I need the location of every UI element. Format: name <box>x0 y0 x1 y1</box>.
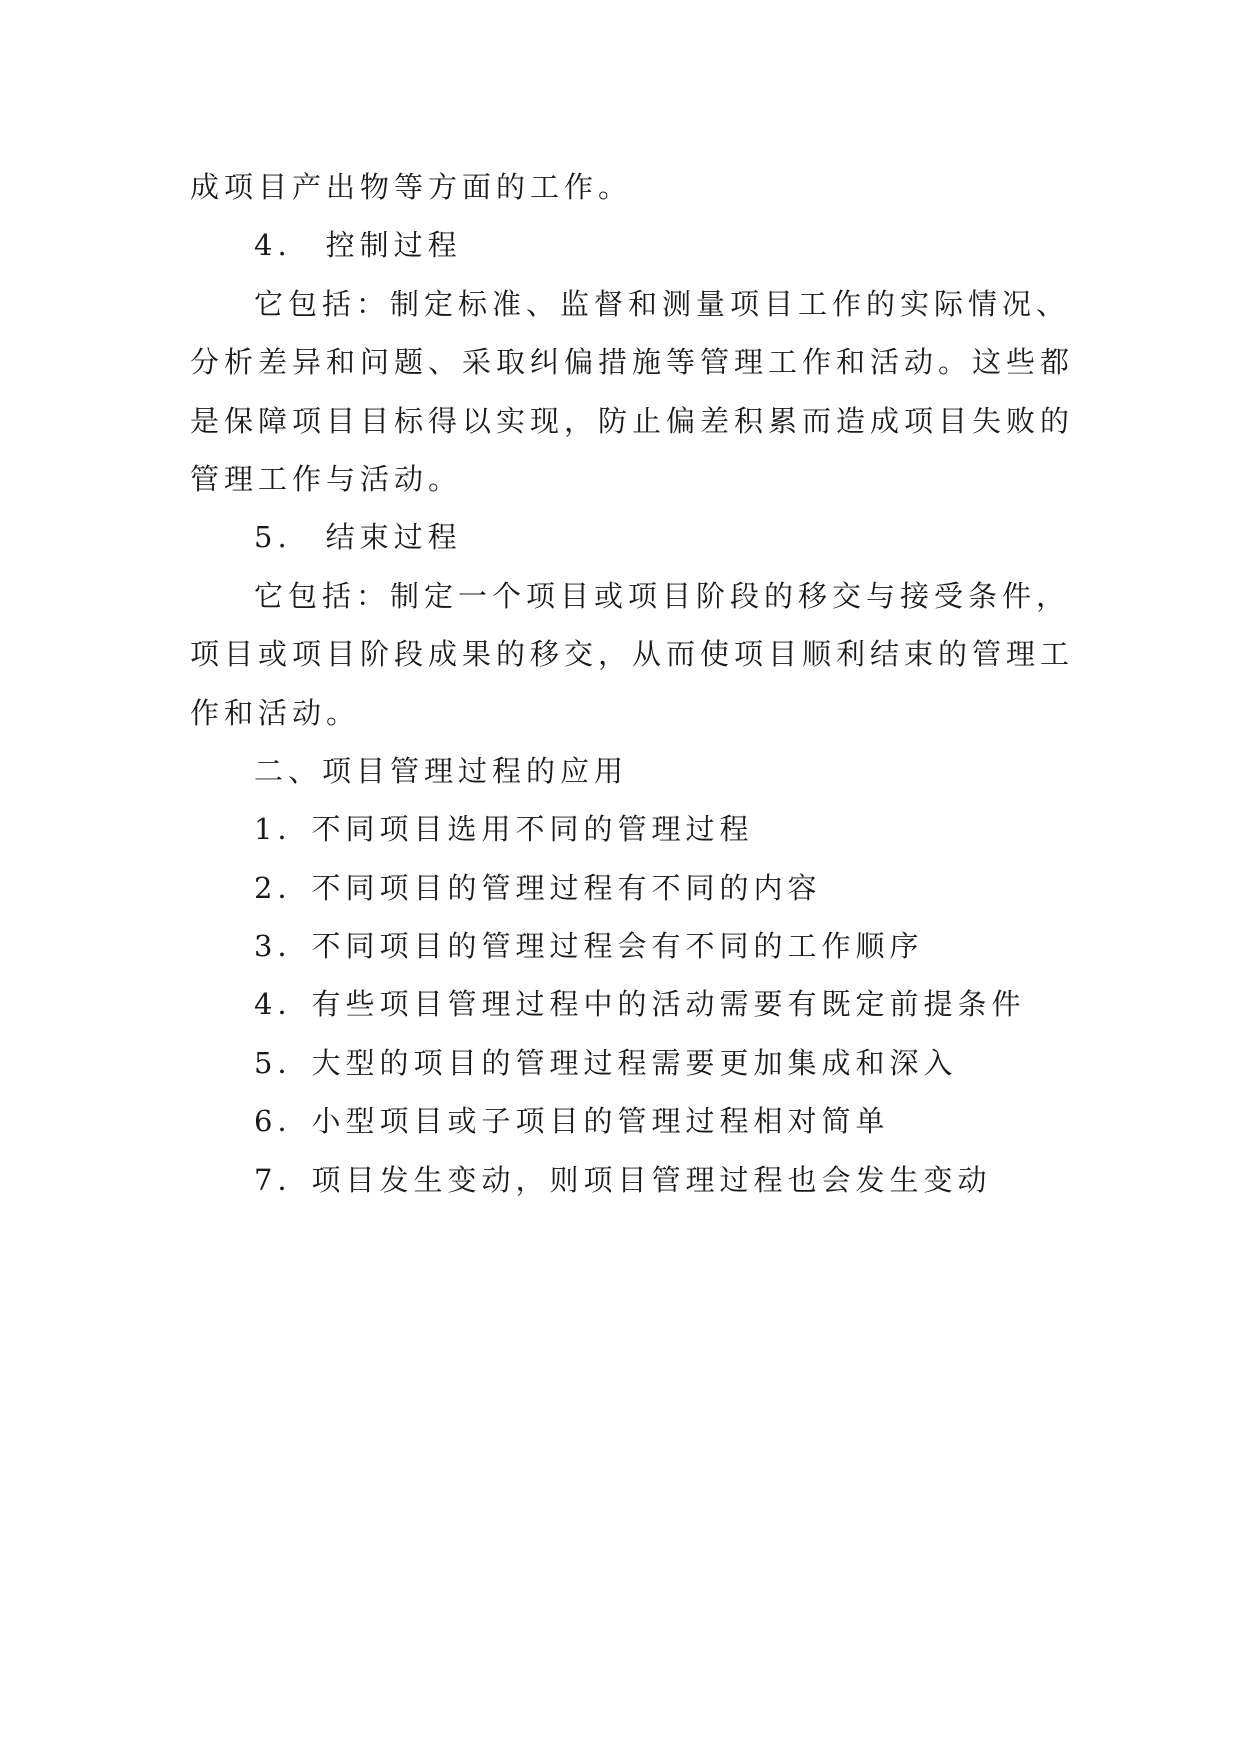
list-item: 6．小型项目或子项目的管理过程相对简单 <box>254 1104 890 1139</box>
paragraph-line: 管理工作与活动。 <box>190 461 463 496</box>
paragraph-line: 项目或项目阶段成果的移交，从而使项目顺利结束的管理工 <box>190 637 1075 672</box>
paragraph-line: 它包括：制定一个项目或项目阶段的移交与接受条件， <box>254 578 1071 613</box>
document-body <box>190 158 1075 1209</box>
list-item: 4．有些项目管理过程中的活动需要有既定前提条件 <box>254 987 1026 1022</box>
paragraph-line: 它包括：制定标准、监督和测量项目工作的实际情况、 <box>254 286 1071 321</box>
section-heading-closing-process: 5. 结束过程 <box>254 520 462 555</box>
list-item: 1．不同项目选用不同的管理过程 <box>254 812 754 847</box>
list-item: 2．不同项目的管理过程有不同的内容 <box>254 870 822 905</box>
section-heading-control-process: 4. 控制过程 <box>254 228 462 263</box>
paragraph-line: 成项目产出物等方面的工作。 <box>190 170 633 204</box>
section-heading-application: 二、项目管理过程的应用 <box>254 753 629 788</box>
paragraph-line: 分析差异和问题、采取纠偏措施等管理工作和活动。这些都 <box>190 345 1075 380</box>
list-item: 7．项目发生变动，则项目管理过程也会发生变动 <box>254 1162 992 1197</box>
list-item: 5．大型的项目的管理过程需要更加集成和深入 <box>254 1045 958 1080</box>
list-item: 3．不同项目的管理过程会有不同的工作顺序 <box>254 929 924 964</box>
paragraph-line: 作和活动。 <box>190 695 361 730</box>
paragraph-line: 是保障项目目标得以实现，防止偏差积累而造成项目失败的 <box>190 403 1075 438</box>
